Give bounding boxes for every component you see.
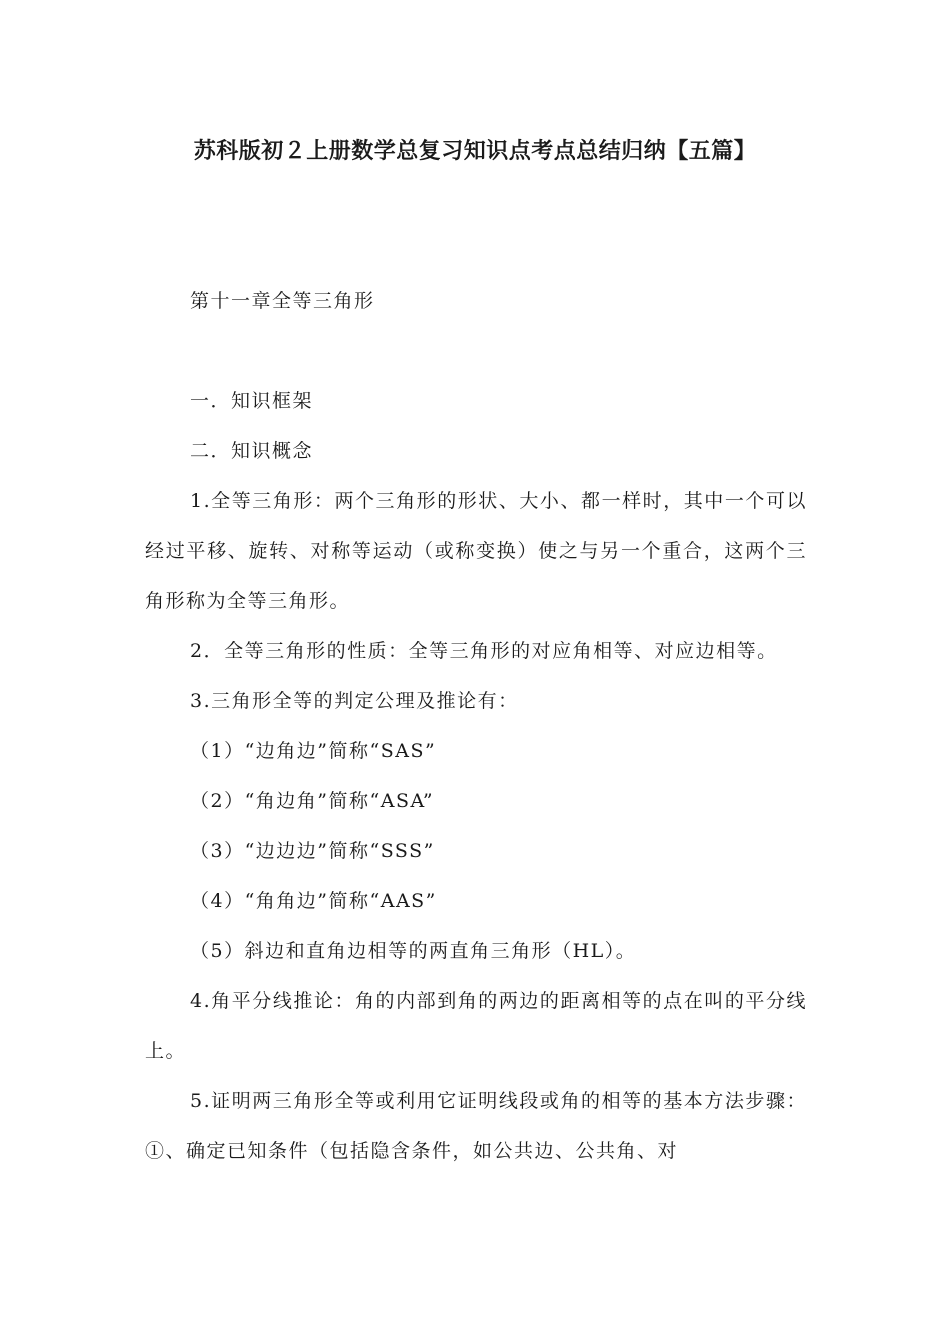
section-heading-framework: 一．知识框架 — [190, 390, 314, 412]
paragraph-proof-steps: 5.证明两三角形全等或利用它证明线段或角的相等的基本方法步骤：①、确定已知条件（包括隐含条件，如公共边、公共角、对 — [145, 1090, 807, 1162]
document-body — [145, 376, 807, 1176]
paragraph-definition: 1.全等三角形：两个三角形的形状、大小、都一样时，其中一个可以经过平移、旋转、对称等运动（或称变换）使之与另一个重合，这两个三角形称为全等三角形。 — [145, 490, 807, 612]
section-heading-concepts: 二．知识概念 — [190, 440, 314, 462]
list-item-aas: （4）“角角边”简称“AAS” — [190, 890, 437, 912]
chapter-heading: 第十一章全等三角形 — [190, 290, 375, 312]
paragraph-property: 2．全等三角形的性质：全等三角形的对应角相等、对应边相等。 — [190, 640, 778, 662]
list-item-sas: （1）“边角边”简称“SAS” — [190, 740, 437, 762]
list-item-hl: （5）斜边和直角边相等的两直角三角形（HL）。 — [190, 940, 637, 962]
paragraph-angle-bisector: 4.角平分线推论：角的内部到角的两边的距离相等的点在叫的平分线上。 — [145, 990, 807, 1062]
list-item-asa: （2）“角边角”简称“ASA” — [190, 790, 435, 812]
paragraph-criteria-intro: 3.三角形全等的判定公理及推论有： — [190, 690, 519, 712]
document-title: 苏科版初２上册数学总复习知识点考点总结归纳【五篇】 — [193, 139, 757, 164]
list-item-sss: （3）“边边边”简称“SSS” — [190, 840, 435, 862]
